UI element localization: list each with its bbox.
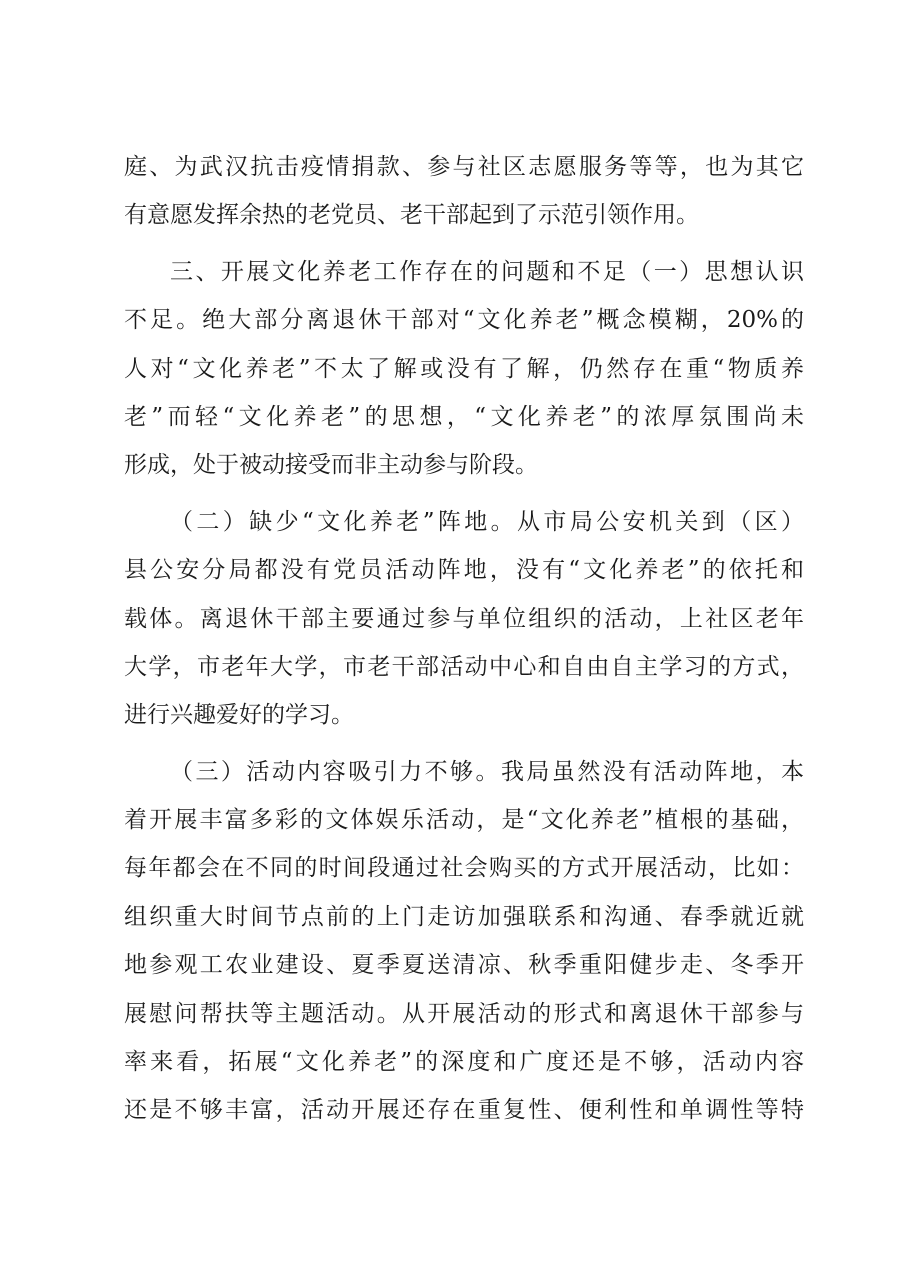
paragraph-spacer <box>124 740 804 748</box>
paragraph-2 <box>124 248 804 490</box>
paragraph-line: 有意愿发挥余热的老党员、老干部起到了示范引领作用。 <box>124 202 699 229</box>
paragraph-line: 组织重大时间节点前的上门走访加强联系和沟通、春季就近就 <box>124 903 804 930</box>
paragraph-line: 老”而轻“文化养老”的思想，“文化养老”的浓厚氛围尚未 <box>124 403 804 430</box>
paragraph-line: 着开展丰富多彩的文体娱乐活动，是“文化养老”植根的基础， <box>124 807 804 834</box>
paragraph-line: 形成，处于被动接受而非主动参与阶段。 <box>124 452 538 479</box>
paragraph-line: 展慰问帮扶等主题活动。从开展活动的形式和离退休干部参与 <box>124 1000 804 1027</box>
paragraph-line: （二）缺少“文化养老”阵地。从市局公安机关到（区） <box>170 508 804 535</box>
paragraph-line: 载体。离退休干部主要通过参与单位组织的活动，上社区老年 <box>124 605 804 632</box>
paragraph-line: 地参观工农业建设、夏季夏送清凉、秋季重阳健步走、冬季开 <box>124 952 804 979</box>
paragraph-line: 三、开展文化养老工作存在的问题和不足（一）思想认识 <box>170 258 804 285</box>
paragraph-line: 还是不够丰富，活动开展还存在重复性、便利性和单调性等特 <box>124 1097 804 1124</box>
paragraph-line: 率来看，拓展“文化养老”的深度和广度还是不够，活动内容 <box>124 1049 804 1076</box>
paragraph-line: 县公安分局都没有党员活动阵地，没有“文化养老”的依托和 <box>124 557 804 584</box>
paragraph-line: 大学，市老年大学，市老干部活动中心和自由自主学习的方式， <box>124 653 804 680</box>
paragraph-line: 进行兴趣爱好的学习。 <box>124 702 354 729</box>
paragraph-line: 庭、为武汉抗击疫情捐款、参与社区志愿服务等等，也为其它 <box>124 154 804 180</box>
paragraph-line: 不足。绝大部分离退休干部对“文化养老”概念模糊，20%的 <box>124 307 804 334</box>
paragraph-3 <box>124 498 804 740</box>
paragraph-1 <box>124 143 804 240</box>
paragraph-line: 人对“文化养老”不太了解或没有了解，仍然存在重“物质养 <box>124 355 804 382</box>
paragraph-spacer <box>124 490 804 498</box>
paragraph-line: （三）活动内容吸引力不够。我局虽然没有活动阵地，本 <box>170 758 804 785</box>
paragraph-spacer <box>124 240 804 248</box>
paragraph-line: 每年都会在不同的时间段通过社会购买的方式开展活动，比如： <box>124 855 804 882</box>
paragraph-4 <box>124 748 804 1135</box>
document-body <box>124 143 804 1135</box>
